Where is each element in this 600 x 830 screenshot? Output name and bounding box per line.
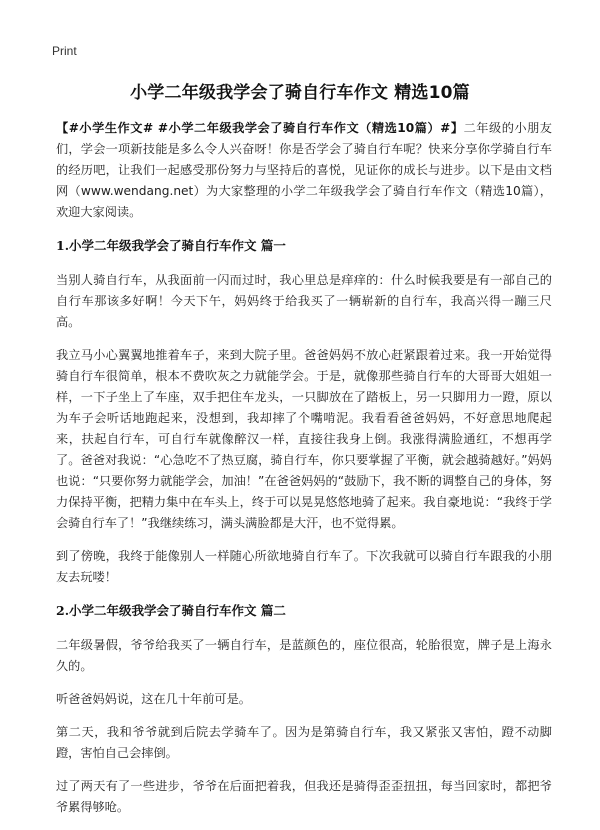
section-2 bbox=[56, 600, 552, 818]
document-title: 小学二年级我学会了骑自行车作文 精选10篇 bbox=[130, 83, 470, 103]
section-1 bbox=[56, 235, 552, 588]
section-heading: 2.小学二年级我学会了骑自行车作文 篇二 bbox=[56, 603, 286, 618]
section-heading: 1.小学二年级我学会了骑自行车作文 篇一 bbox=[56, 238, 286, 253]
section-paragraph: 到了傍晚，我终于能像别人一样随心所欲地骑自行车了。下次我就可以骑自行车跟我的小朋友去玩喽！ bbox=[56, 549, 552, 584]
section-paragraph: 第二天，我和爷爷就到后院去学骑车了。因为是第骑自行车，我又紧张又害怕，蹬不动脚蹬，害怕自己会摔倒。 bbox=[56, 725, 552, 760]
section-paragraph: 听爸爸妈妈说，这在几十年前可是。 bbox=[56, 692, 251, 706]
section-paragraph: 过了两天有了一些进步，爷爷在后面把着我，但我还是骑得歪歪扭扭，每当回家时，都把爷爷累得够呛。 bbox=[56, 779, 552, 814]
intro-body: 二年级的小朋友们，学会一项新技能是多么令人兴奋呀！你是否学会了骑自行车呢？快来分享你学骑自行车的经历吧，让我们一起感受那份努力与坚持后的喜悦，见证你的成长与进步。以下是由文档网（www.wendang.net）为大家整理的小学二年级我学会了骑自行车作文（精选10篇），欢迎大家阅读。 bbox=[56, 121, 552, 219]
section-paragraph: 二年级暑假，爷爷给我买了一辆自行车，是蓝颜色的，座位很高，轮胎很宽，牌子是上海永久的。 bbox=[56, 638, 552, 673]
section-paragraph: 我立马小心翼翼地推着车子，来到大院子里。爸爸妈妈不放心赶紧跟着过来。我一开始觉得骑自行车很简单，根本不费吹灰之力就能学会。于是，就像那些骑自行车的大哥哥大姐姐一样，一下子坐上了车座，双手把住车龙头，一只脚放在了踏板上，另一只脚用力一蹬，原以为车子会听话地跑起来，没想到，我却摔了个嘴啃泥。我看看爸爸妈妈，不好意思地爬起来，扶起自行车，可自行车就像醉汉一样，直接往我身上倒。我涨得满脸通红，不想再学了。爸爸对我说：“心急吃不了热豆腐，骑自行车，你只要掌握了平衡，就会越骑越好。”妈妈也说：“只要你努力就能学会，加油！”在爸爸妈妈的“鼓励下，我不断的调整自己的身体，努力保持平衡，把精力集中在车头上，终于可以晃晃悠悠地骑了起来。我自豪地说：“我终于学会骑自行车了！”我继续练习，满头满脸都是大汗，也不觉得累。 bbox=[56, 348, 552, 530]
document-body bbox=[56, 118, 552, 830]
intro-paragraph bbox=[56, 118, 552, 223]
section-paragraph: 当别人骑自行车，从我面前一闪而过时，我心里总是痒痒的：什么时候我要是有一部自己的自行车那该多好啊！今天下午，妈妈终于给我买了一辆崭新的自行车，我高兴得一蹦三尺高。 bbox=[56, 273, 552, 329]
intro-lead: 【#小学生作文# #小学二年级我学会了骑自行车作文（精选10篇）#】 bbox=[56, 121, 464, 135]
print-label[interactable]: Print bbox=[52, 44, 77, 58]
